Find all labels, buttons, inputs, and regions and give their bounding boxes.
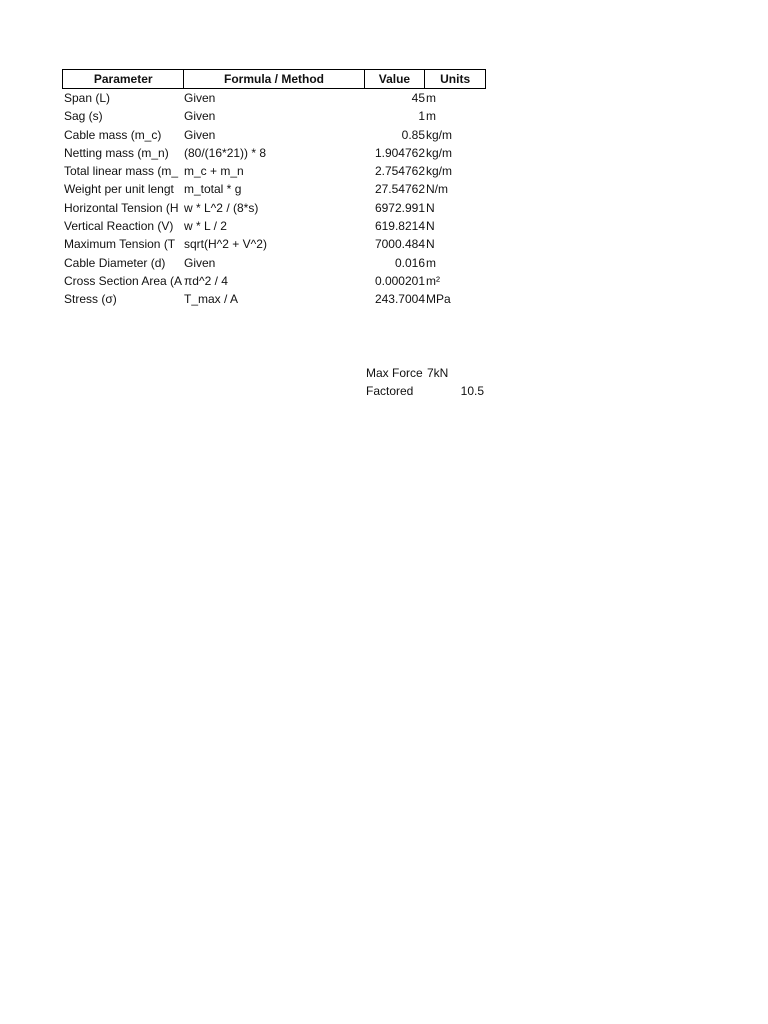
formula-cell: T_max / A bbox=[184, 292, 239, 307]
table-row bbox=[62, 272, 486, 290]
cable-calc-sheet bbox=[62, 69, 486, 309]
max-force-value: 7kN bbox=[427, 366, 449, 380]
unit-cell: m bbox=[426, 255, 436, 270]
table-row bbox=[62, 254, 486, 272]
max-force-row bbox=[366, 364, 486, 382]
value-cell: 7000.484 bbox=[374, 237, 425, 252]
factored-label: Factored bbox=[366, 384, 414, 398]
unit-cell: kg/m bbox=[426, 164, 453, 179]
header-formula: Formula / Method bbox=[183, 70, 363, 88]
factored-row bbox=[366, 382, 486, 400]
header-parameter: Parameter bbox=[93, 72, 153, 86]
table-row bbox=[62, 89, 486, 107]
formula-cell: πd^2 / 4 bbox=[184, 273, 228, 288]
table-row bbox=[62, 107, 486, 125]
unit-cell: N bbox=[426, 237, 435, 252]
unit-cell: MPa bbox=[426, 292, 451, 307]
table-row bbox=[62, 290, 486, 308]
parameter-cell: Maximum Tension (T bbox=[64, 237, 176, 252]
table-row bbox=[62, 162, 486, 180]
value-cell: 6972.991 bbox=[374, 200, 425, 215]
unit-cell: m bbox=[426, 91, 436, 105]
table-row bbox=[62, 235, 486, 253]
formula-cell: (80/(16*21)) * 8 bbox=[184, 145, 267, 160]
value-cell: 0.85 bbox=[401, 127, 425, 142]
parameter-cell: Vertical Reaction (V) bbox=[64, 219, 174, 234]
unit-cell: N bbox=[426, 200, 435, 215]
parameter-cell: Horizontal Tension (H bbox=[64, 200, 179, 215]
unit-cell: m² bbox=[426, 273, 440, 288]
table-row bbox=[62, 144, 486, 162]
parameter-cell: Weight per unit lengt bbox=[64, 182, 174, 197]
table-row bbox=[62, 199, 486, 217]
value-cell: 27.54762 bbox=[374, 182, 425, 197]
header-value: Value bbox=[364, 70, 425, 88]
unit-cell: kg/m bbox=[426, 127, 453, 142]
table-body bbox=[62, 89, 486, 309]
formula-cell: w * L^2 / (8*s) bbox=[184, 200, 259, 215]
parameter-cell: Stress (σ) bbox=[64, 292, 117, 307]
value-cell: 1 bbox=[418, 109, 425, 124]
value-cell: 619.8214 bbox=[374, 219, 425, 234]
parameter-cell: Netting mass (m_n) bbox=[64, 145, 169, 160]
max-force-label: Max Force bbox=[366, 366, 423, 380]
parameter-cell: Cable Diameter (d) bbox=[64, 255, 166, 270]
table-header bbox=[62, 69, 486, 89]
value-cell: 2.754762 bbox=[374, 164, 425, 179]
value-cell: 243.7004 bbox=[374, 292, 425, 307]
parameter-cell: Cable mass (m_c) bbox=[64, 127, 162, 142]
value-cell: 0.000201 bbox=[374, 273, 425, 288]
formula-cell: m_total * g bbox=[184, 182, 242, 197]
formula-cell: Given bbox=[184, 127, 216, 142]
formula-cell: sqrt(H^2 + V^2) bbox=[184, 237, 267, 252]
unit-cell: kg/m bbox=[426, 145, 453, 160]
value-cell: 45 bbox=[411, 91, 425, 105]
parameter-cell: Cross Section Area (A bbox=[64, 273, 183, 288]
table-row bbox=[62, 217, 486, 235]
table-row bbox=[62, 180, 486, 198]
parameter-cell: Total linear mass (m_ bbox=[64, 164, 179, 179]
formula-cell: Given bbox=[184, 91, 216, 105]
parameter-cell: Span (L) bbox=[64, 91, 111, 105]
parameter-cell: Sag (s) bbox=[64, 109, 103, 124]
formula-cell: Given bbox=[184, 255, 216, 270]
header-units: Units bbox=[424, 70, 485, 88]
factored-value: 10.5 bbox=[460, 384, 484, 398]
unit-cell: N/m bbox=[426, 182, 448, 197]
formula-cell: m_c + m_n bbox=[184, 164, 244, 179]
unit-cell: N bbox=[426, 219, 435, 234]
value-cell: 0.016 bbox=[394, 255, 425, 270]
value-cell: 1.904762 bbox=[374, 145, 425, 160]
table-row bbox=[62, 126, 486, 144]
formula-cell: w * L / 2 bbox=[184, 219, 227, 234]
unit-cell: m bbox=[426, 109, 436, 124]
formula-cell: Given bbox=[184, 109, 216, 124]
